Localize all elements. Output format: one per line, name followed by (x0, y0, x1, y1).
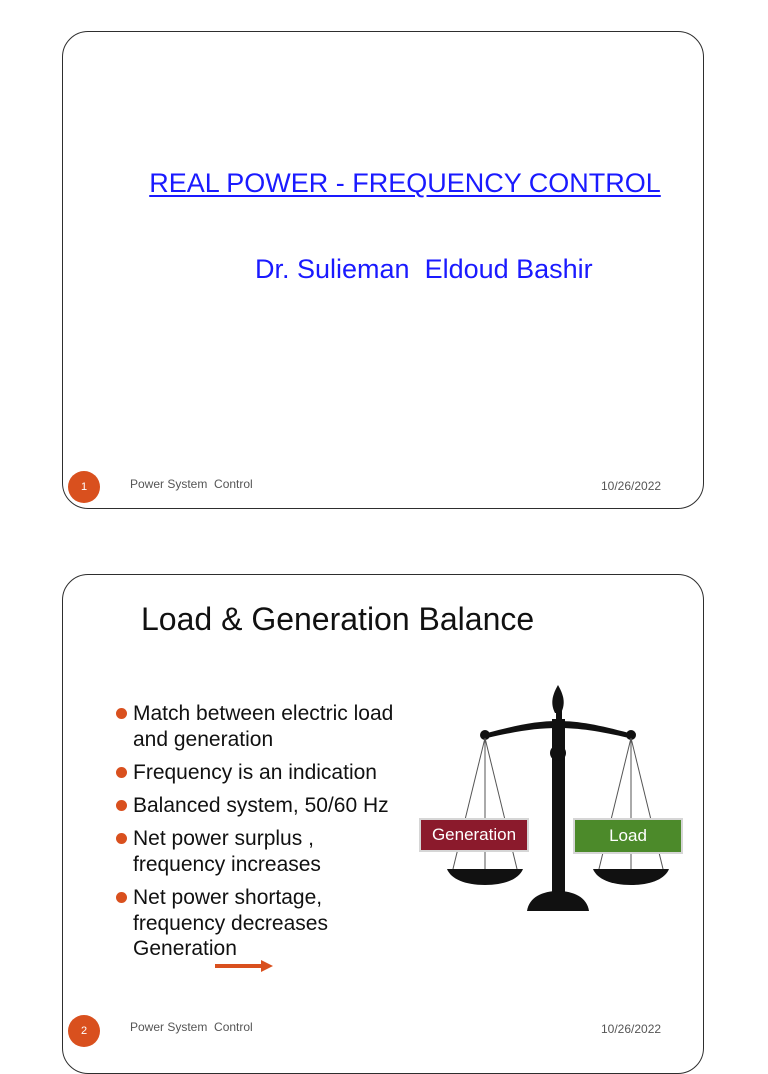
footer-course: Power System Control (130, 1020, 253, 1034)
bullet-item: Frequency is an indication (115, 760, 400, 786)
slide-title (62, 31, 704, 509)
bullet-dot-icon (116, 800, 127, 811)
bullet-item: Match between electric load and generation (115, 701, 400, 753)
right-arrow-icon (215, 959, 275, 973)
bullet-item: Net power shortage, frequency decreases (115, 885, 400, 937)
slide-number-badge: 1 (68, 471, 100, 503)
bullet-item: Balanced system, 50/60 Hz (115, 793, 400, 819)
load-label: Load (573, 818, 683, 854)
bullet-dot-icon (116, 892, 127, 903)
bullet-dot-icon (116, 767, 127, 778)
slide-title-heading: REAL POWER - FREQUENCY CONTROL (149, 168, 661, 198)
bullet-dot-icon (116, 833, 127, 844)
slide-author: Dr. Sulieman Eldoud Bashir (255, 254, 593, 284)
bullet-trailing-text: Generation (133, 937, 237, 960)
slide-load-generation (62, 574, 704, 1074)
generation-label: Generation (419, 818, 529, 852)
balance-scale-icon (417, 683, 707, 913)
footer-date: 10/26/2022 (601, 1022, 662, 1036)
footer-course: Power System Control (130, 477, 253, 491)
bullet-list (115, 701, 400, 969)
slide-heading: Load & Generation Balance (141, 601, 535, 637)
footer-date: 10/26/2022 (601, 479, 662, 493)
slide-number-badge: 2 (68, 1015, 100, 1047)
bullet-item: Net power surplus , frequency increases (115, 826, 400, 878)
bullet-dot-icon (116, 708, 127, 719)
